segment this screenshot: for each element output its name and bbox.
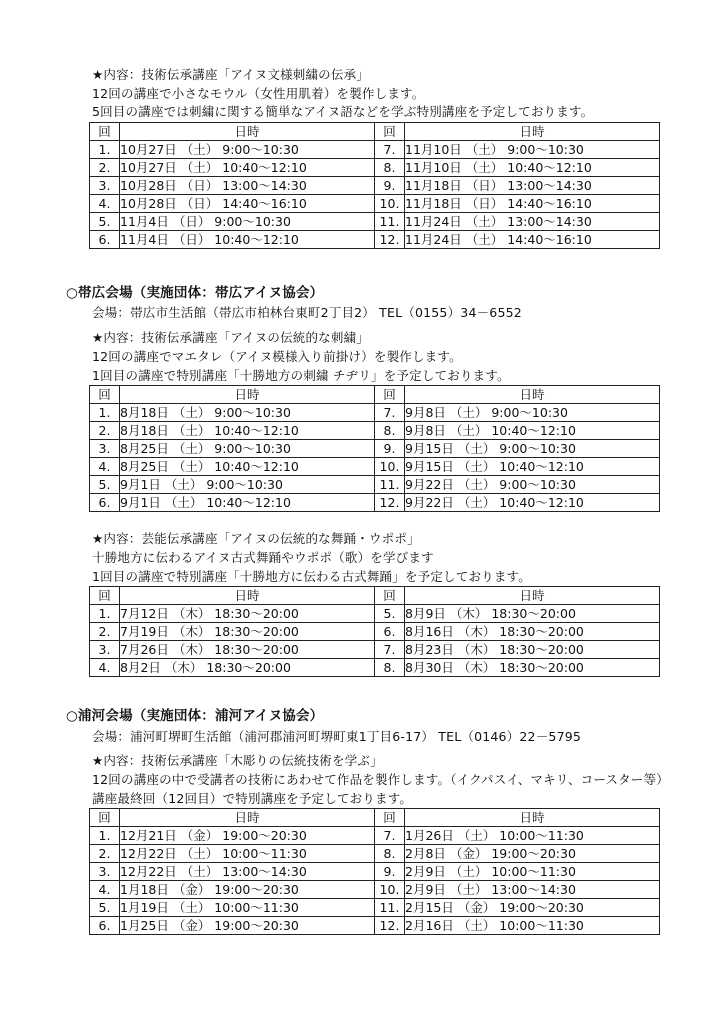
table-row — [90, 458, 660, 476]
col-header-date: 日時 — [405, 587, 660, 605]
table-header-row — [90, 123, 660, 141]
session-datetime: 11月18日 （日） 13:00～14:30 — [405, 177, 660, 195]
col-header-num: 回 — [90, 587, 120, 605]
session-datetime: 9月8日 （土） 10:40～12:10 — [405, 422, 660, 440]
obihiro-course1-desc2: 1回目の講座で特別講座「十勝地方の刺繍 チヂリ」を予定しております。 — [92, 368, 510, 383]
session-number: 9. — [375, 440, 405, 458]
session-number: 11. — [375, 476, 405, 494]
session-number: 5. — [375, 605, 405, 623]
session-number: 2. — [90, 159, 120, 177]
table-row — [90, 899, 660, 917]
col-header-num: 回 — [90, 123, 120, 141]
session-datetime: 11月4日 （日） 9:00～10:30 — [120, 213, 375, 231]
session-number: 11. — [375, 213, 405, 231]
table-row — [90, 231, 660, 249]
obihiro-heading: ○帯広会場（実施団体：帯広アイヌ協会） — [66, 285, 324, 301]
session-datetime: 1月18日 （金） 19:00～20:30 — [120, 881, 375, 899]
session-datetime: 9月15日 （土） 9:00～10:30 — [405, 440, 660, 458]
session-number: 10. — [375, 195, 405, 213]
col-header-num: 回 — [90, 809, 120, 827]
schedule-table-embroidery — [89, 122, 660, 249]
section1-content: ★内容：技術伝承講座「アイヌ文様刺繍の伝承」 — [92, 67, 369, 82]
session-datetime: 9月22日 （土） 10:40～12:10 — [405, 494, 660, 512]
table-row — [90, 404, 660, 422]
session-datetime: 2月9日 （土） 10:00～11:30 — [405, 863, 660, 881]
session-number: 4. — [90, 458, 120, 476]
section1-desc2: 5回目の講座では刺繍に関する簡単なアイヌ語などを学ぶ特別講座を予定しております。 — [92, 104, 594, 119]
session-datetime: 10月27日 （土） 10:40～12:10 — [120, 159, 375, 177]
session-number: 12. — [375, 917, 405, 935]
col-header-num: 回 — [90, 386, 120, 404]
session-datetime: 12月21日 （金） 19:00～20:30 — [120, 827, 375, 845]
session-number: 3. — [90, 641, 120, 659]
table-row — [90, 881, 660, 899]
session-number: 9. — [375, 863, 405, 881]
obihiro-course2-desc2: 1回目の講座で特別講座「十勝地方に伝わる古式舞踊」を予定しております。 — [92, 569, 531, 584]
session-number: 7. — [375, 827, 405, 845]
col-header-num: 回 — [375, 587, 405, 605]
session-datetime: 7月19日 （木） 18:30～20:00 — [120, 623, 375, 641]
session-datetime: 9月22日 （土） 9:00～10:30 — [405, 476, 660, 494]
session-number: 3. — [90, 177, 120, 195]
session-number: 5. — [90, 476, 120, 494]
session-number: 8. — [375, 659, 405, 677]
session-number: 2. — [90, 422, 120, 440]
col-header-num: 回 — [375, 809, 405, 827]
session-number: 1. — [90, 141, 120, 159]
session-datetime: 2月16日 （土） 10:00～11:30 — [405, 917, 660, 935]
session-datetime: 8月25日 （土） 9:00～10:30 — [120, 440, 375, 458]
session-number: 5. — [90, 213, 120, 231]
table-row — [90, 476, 660, 494]
urakawa-content: ★内容：技術伝承講座「木彫りの伝統技術を学ぶ」 — [92, 753, 383, 768]
col-header-date: 日時 — [120, 809, 375, 827]
col-header-date: 日時 — [405, 386, 660, 404]
session-number: 4. — [90, 659, 120, 677]
session-number: 6. — [90, 494, 120, 512]
session-datetime: 11月24日 （土） 13:00～14:30 — [405, 213, 660, 231]
table-row — [90, 623, 660, 641]
session-datetime: 9月1日 （土） 10:40～12:10 — [120, 494, 375, 512]
session-number: 10. — [375, 458, 405, 476]
session-number: 1. — [90, 605, 120, 623]
obihiro-venue: 会場：帯広市生活館（帯広市柏林台東町2丁目2） TEL（0155）34－6552 — [92, 305, 522, 320]
table-row — [90, 659, 660, 677]
schedule-table-obihiro-embroidery — [89, 385, 660, 512]
table-row — [90, 605, 660, 623]
session-number: 6. — [90, 231, 120, 249]
table-row — [90, 845, 660, 863]
col-header-date: 日時 — [120, 587, 375, 605]
table-row — [90, 863, 660, 881]
session-number: 6. — [90, 917, 120, 935]
table-row — [90, 827, 660, 845]
session-datetime: 7月26日 （木） 18:30～20:00 — [120, 641, 375, 659]
urakawa-desc1: 12回の講座の中で受講者の技術にあわせて作品を製作します。（イクパスイ、マキリ、コースター等） — [92, 772, 669, 787]
session-datetime: 1月26日 （土） 10:00～11:30 — [405, 827, 660, 845]
session-datetime: 11月4日 （日） 10:40～12:10 — [120, 231, 375, 249]
session-datetime: 8月30日 （木） 18:30～20:00 — [405, 659, 660, 677]
table-row — [90, 213, 660, 231]
session-number: 8. — [375, 845, 405, 863]
urakawa-desc2: 講座最終回（12回目）で特別講座を予定しております。 — [92, 791, 413, 806]
table-header-row — [90, 587, 660, 605]
session-datetime: 11月10日 （土） 9:00～10:30 — [405, 141, 660, 159]
col-header-date: 日時 — [405, 123, 660, 141]
session-number: 12. — [375, 231, 405, 249]
table-row — [90, 141, 660, 159]
session-number: 12. — [375, 494, 405, 512]
session-datetime: 2月15日 （金） 19:00～20:30 — [405, 899, 660, 917]
session-number: 4. — [90, 881, 120, 899]
session-number: 2. — [90, 845, 120, 863]
session-number: 6. — [375, 623, 405, 641]
session-number: 3. — [90, 440, 120, 458]
session-datetime: 11月24日 （土） 14:40～16:10 — [405, 231, 660, 249]
session-number: 10. — [375, 881, 405, 899]
session-datetime: 2月9日 （土） 13:00～14:30 — [405, 881, 660, 899]
table-row — [90, 917, 660, 935]
session-datetime: 8月16日 （木） 18:30～20:00 — [405, 623, 660, 641]
col-header-date: 日時 — [405, 809, 660, 827]
urakawa-venue: 会場：浦河町堺町生活館（浦河郡浦河町堺町東1丁目6-17） TEL（0146）22－5795 — [92, 729, 582, 744]
session-number: 8. — [375, 422, 405, 440]
table-row — [90, 440, 660, 458]
urakawa-heading: ○浦河会場（実施団体：浦河アイヌ協会） — [66, 708, 324, 724]
session-datetime: 8月9日 （木） 18:30～20:00 — [405, 605, 660, 623]
col-header-num: 回 — [375, 386, 405, 404]
session-datetime: 9月8日 （土） 9:00～10:30 — [405, 404, 660, 422]
obihiro-course1-desc1: 12回の講座でマエタレ（アイヌ模様入り前掛け）を製作します。 — [92, 349, 462, 364]
session-number: 5. — [90, 899, 120, 917]
session-number: 8. — [375, 159, 405, 177]
obihiro-course1-content: ★内容：技術伝承講座「アイヌの伝統的な刺繍」 — [92, 330, 369, 345]
session-datetime: 10月28日 （日） 14:40～16:10 — [120, 195, 375, 213]
session-number: 4. — [90, 195, 120, 213]
col-header-date: 日時 — [120, 386, 375, 404]
table-row — [90, 195, 660, 213]
table-row — [90, 422, 660, 440]
session-number: 2. — [90, 623, 120, 641]
session-datetime: 11月10日 （土） 10:40～12:10 — [405, 159, 660, 177]
session-number: 1. — [90, 404, 120, 422]
col-header-num: 回 — [375, 123, 405, 141]
section1-desc1: 12回の講座で小さなモウル（女性用肌着）を製作します。 — [92, 86, 425, 101]
session-number: 11. — [375, 899, 405, 917]
session-datetime: 12月22日 （土） 10:00～11:30 — [120, 845, 375, 863]
session-number: 7. — [375, 141, 405, 159]
session-datetime: 10月28日 （日） 13:00～14:30 — [120, 177, 375, 195]
table-row — [90, 641, 660, 659]
schedule-table-urakawa-woodcarving — [89, 808, 660, 935]
col-header-date: 日時 — [120, 123, 375, 141]
session-number: 3. — [90, 863, 120, 881]
session-datetime: 1月19日 （土） 10:00～11:30 — [120, 899, 375, 917]
session-datetime: 10月27日 （土） 9:00～10:30 — [120, 141, 375, 159]
schedule-table-obihiro-dance — [89, 586, 660, 677]
session-datetime: 9月15日 （土） 10:40～12:10 — [405, 458, 660, 476]
session-number: 7. — [375, 404, 405, 422]
obihiro-course2-content: ★内容：芸能伝承講座「アイヌの伝統的な舞踊・ウポポ」 — [92, 531, 420, 546]
session-datetime: 8月23日 （木） 18:30～20:00 — [405, 641, 660, 659]
session-datetime: 7月12日 （木） 18:30～20:00 — [120, 605, 375, 623]
table-header-row — [90, 809, 660, 827]
table-header-row — [90, 386, 660, 404]
session-number: 7. — [375, 641, 405, 659]
session-number: 9. — [375, 177, 405, 195]
session-datetime: 8月2日 （木） 18:30～20:00 — [120, 659, 375, 677]
session-datetime: 9月1日 （土） 9:00～10:30 — [120, 476, 375, 494]
session-datetime: 2月8日 （金） 19:00～20:30 — [405, 845, 660, 863]
obihiro-course2-desc1: 十勝地方に伝わるアイヌ古式舞踊やウポポ（歌）を学びます — [92, 550, 434, 565]
table-row — [90, 494, 660, 512]
session-datetime: 12月22日 （土） 13:00～14:30 — [120, 863, 375, 881]
session-datetime: 8月25日 （土） 10:40～12:10 — [120, 458, 375, 476]
session-datetime: 8月18日 （土） 9:00～10:30 — [120, 404, 375, 422]
session-datetime: 1月25日 （金） 19:00～20:30 — [120, 917, 375, 935]
table-row — [90, 159, 660, 177]
table-row — [90, 177, 660, 195]
session-datetime: 11月18日 （日） 14:40～16:10 — [405, 195, 660, 213]
session-datetime: 8月18日 （土） 10:40～12:10 — [120, 422, 375, 440]
session-number: 1. — [90, 827, 120, 845]
